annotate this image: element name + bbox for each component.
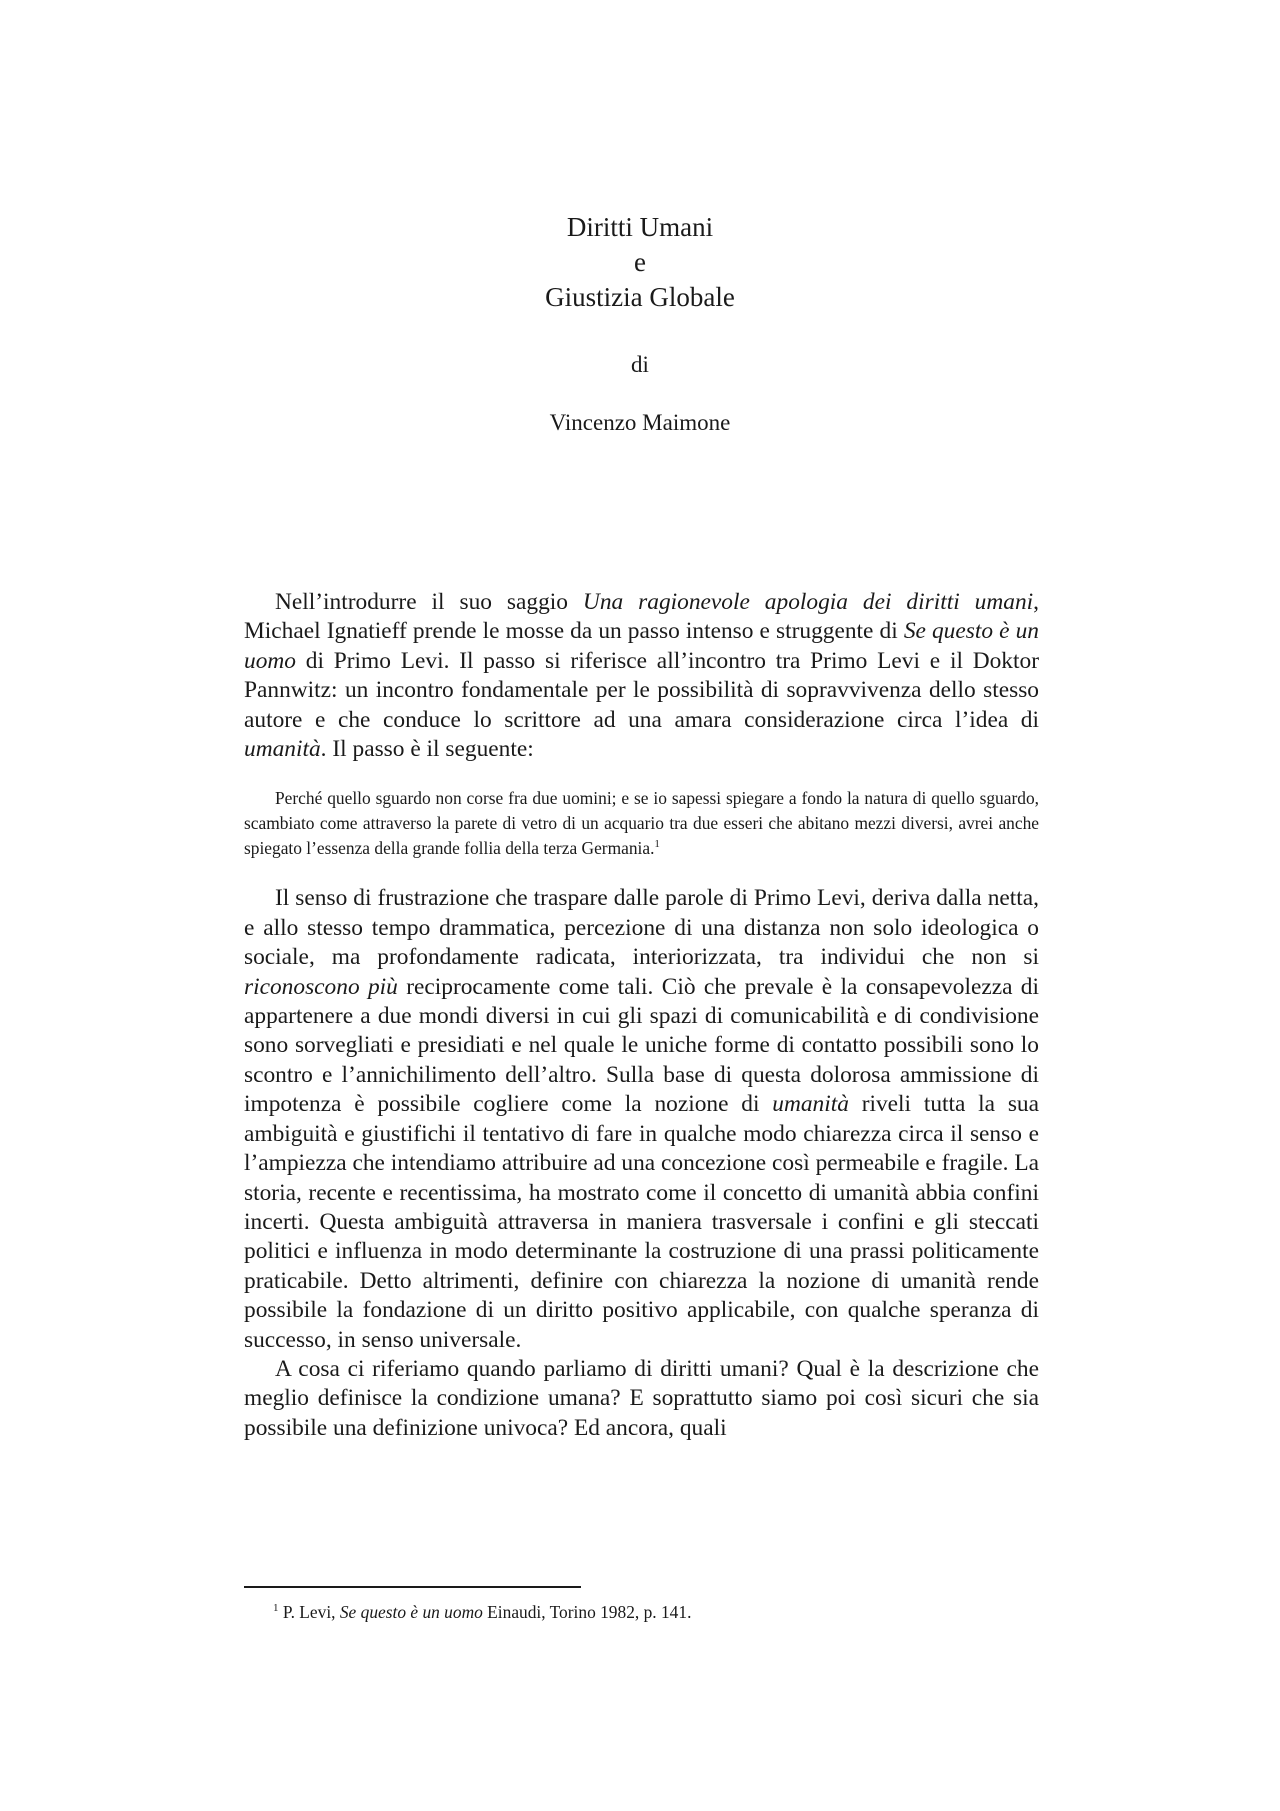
footnote-text-1: P. Levi, xyxy=(278,1602,340,1622)
paragraph-1-italic-1: Una ragionevole apologia dei diritti umani xyxy=(582,589,1034,615)
footnote-text-2: Einaudi, Torino 1982, p. 141. xyxy=(482,1602,692,1622)
footnote-reference[interactable]: 1 xyxy=(654,838,660,851)
footnote-divider xyxy=(244,1586,581,1588)
by-line: di xyxy=(631,352,649,377)
paragraph-2-text-1: Il senso di frustrazione che traspare dalle parole di Primo Levi, deriva dalla netta, e allo stesso tempo drammatica, percezione di una distanza non solo ideologica o sociale, ma profondamente radicata, interiorizzata, tra individui che non si xyxy=(244,885,1039,971)
paragraph-2-text-2: reciprocamente come tali. Ciò che prevale è la consapevolezza di appartenere a due mondi diversi in cui gli spazi di comunicabilità e di condivisione sono sorvegliati e presidiati e nel quale le uniche forme di contatto possibili sono lo scontro e l’annichilimento dell’altro. Sulla base di questa dolorosa ammissione di impotenza è possibile cogliere come la nozione di xyxy=(244,973,1039,1118)
paragraph-1-text-3: di Primo Levi. Il passo si riferisce all’incontro tra Primo Levi e il Doktor Pannwitz: un incontro fondamentale per le possibilità di sopravvivenza dello stesso autore e che conduce lo scrittore ad una amara considerazione circa l’idea di xyxy=(244,647,1039,733)
paragraph-2 xyxy=(244,884,1039,1355)
paragraph-2-italic-1: riconoscono più xyxy=(244,973,398,1000)
paragraph-2-italic-2: umanità xyxy=(772,1091,849,1118)
footnote-italic: Se questo è un uomo xyxy=(339,1602,483,1622)
paragraph-1-text-1: Nell’introdurre il suo saggio xyxy=(275,589,583,615)
paragraph-1-text-2: , Michael Ignatieff prende le mosse da un passo intenso e struggente di xyxy=(244,589,1039,645)
title-line-1: Diritti Umani xyxy=(566,212,714,242)
paragraph-3: A cosa ci riferiamo quando parliamo di diritti umani? Qual è la descrizione che meglio definisce la condizione umana? E soprattutto siamo poi così sicuri che sia possibile una definizione univoca? Ed ancora, quali xyxy=(244,1355,1039,1441)
document-title xyxy=(0,210,1280,315)
paragraph-1-text-4: . Il passo è il seguente: xyxy=(320,736,534,763)
document-body xyxy=(244,588,1039,1443)
paragraph-2-text-3: riveli tutta la sua ambiguità e giustifichi il tentativo di fare in qualche modo chiarezza circa il senso e l’ampiezza che intendiamo attribuire ad una concezione così permeabile e fragile. La storia, recente e recentissima, ha mostrato come il concetto di umanità abbia confini incerti. Questa ambiguità attraversa in maniera trasversale i confini e gli steccati politici e influenza in modo determinante la costruzione di una prassi politicamente praticabile. Detto altrimenti, definire con chiarezza la nozione di umanità rende possibile la fondazione di un diritto positivo applicabile, con qualche speranza di successo, in senso universale. xyxy=(244,1091,1040,1353)
block-quote-text: Perché quello sguardo non corse fra due uomini; e se io sapessi spiegare a fondo la natura di quello sguardo, scambiato come attraverso la parete di vetro di un acquario tra due esseri che abitano mezzi diversi, avrei anche spiegato l’essenza della grande follia della terza Germania. xyxy=(244,788,1039,859)
block-quote xyxy=(244,786,1039,861)
title-line-2: e xyxy=(634,247,646,277)
author-name: Vincenzo Maimone xyxy=(549,410,731,435)
title-line-3: Giustizia Globale xyxy=(545,282,735,312)
footnote-1 xyxy=(273,1600,691,1624)
footnote-number: 1 xyxy=(273,1602,279,1614)
paragraph-1 xyxy=(244,588,1039,764)
paragraph-1-italic-2: Se questo è un uomo xyxy=(244,618,1039,674)
paragraph-1-italic-3: umanità xyxy=(244,736,321,763)
